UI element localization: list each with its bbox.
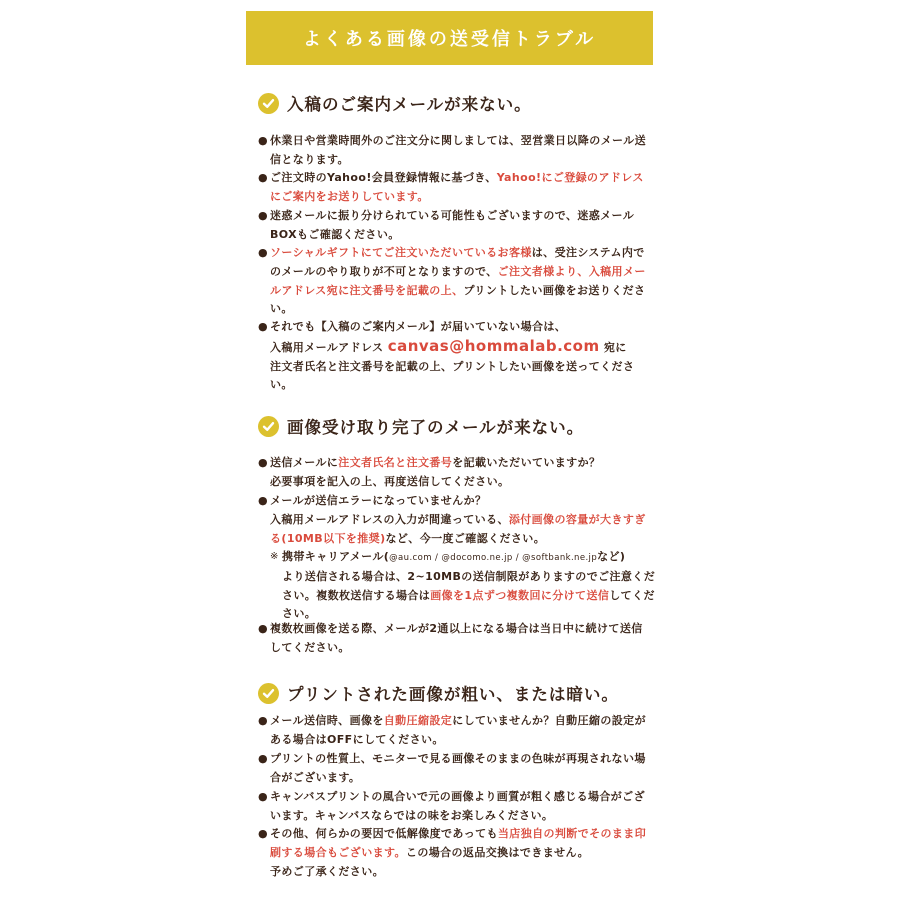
section-heading — [258, 680, 658, 706]
check-circle-icon — [258, 683, 279, 704]
list-item: ● 送信メールに注文者氏名と注文番号を記載いただいていますか？ 必要事項を記入の上、再度送信してください。 — [258, 456, 601, 488]
section-heading — [258, 90, 658, 116]
list-item: ● メールが送信エラーになっていませんか？ 入稿用メールアドレスの入力が間違っている、添付画像の容量が大きすぎる(10MB以下を推奨)など、今一度ご確認ください。 — [258, 494, 646, 545]
submission-email[interactable]: canvas@hommalab.com — [387, 336, 600, 355]
list-item: ● キャンバスプリントの風合いで元の画像より画質が粗く感じる場合がございます。キャンバスならではの味をお楽しみください。 — [258, 790, 645, 822]
check-circle-icon — [258, 416, 279, 437]
list-item: ● 複数枚画像を送る際、メールが2通以上になる場合は当日中に続けて送信してください。 — [258, 622, 643, 654]
section-title: 入稿のご案内メールが来ない。 — [287, 95, 532, 114]
section-receipt-mail — [258, 413, 658, 654]
list-item: ● 迷惑メールに振り分けられている可能性もございますので、迷惑メールBOXもご確認ください。 — [258, 209, 635, 241]
section-title: プリントされた画像が粗い、または暗い。 — [287, 685, 619, 704]
section-heading — [258, 413, 658, 439]
note-item: ※ 携帯キャリアメール(@au.com / @docomo.ne.jp / @softbank.ne.jpなど) より送信される場合は、2~10MBの送信制限がありますのでご注意ください。複数枚送信する場合は画像を1点ずつ複数回に分けて送信してください。 — [270, 550, 656, 621]
section-print-quality — [258, 680, 658, 878]
banner-title: よくある画像の送受信トラブル — [302, 29, 597, 50]
page-banner — [246, 11, 653, 65]
list-item: ● 休業日や営業時間外のご注文分に関しましては、翌営業日以降のメール送信となります。 — [258, 134, 646, 166]
list-item: ● その他、何らかの要因で低解像度であっても当店独自の判断でそのまま印刷する場合もございます。この場合の返品交換はできません。 予めご了承ください。 — [258, 827, 647, 878]
section-email-guide — [258, 90, 658, 392]
list-item: ● ソーシャルギフトにてご注文いただいているお客様は、受注システム内でのメールのやり取りが不可となりますので、ご注文者様より、入稿用メールアドレス宛に注文番号を記載の上、プリントしたい画像をお送りください。 — [258, 246, 646, 316]
section-title: 画像受け取り完了のメールが来ない。 — [287, 418, 585, 437]
list-item: ● それでも【入稿のご案内メール】が届いていない場合は、 入稿用メールアドレス canvas@hommalab.com 宛に 注文者氏名と注文番号を記載の上、プリントしたい画像を送ってください。 — [258, 320, 635, 392]
list-item: ● ご注文時のYahoo!会員登録情報に基づき、Yahoo!にご登録のアドレスにご案内をお送りしています。 — [258, 171, 644, 203]
list-item: ● プリントの性質上、モニターで見る画像そのままの色味が再現されない場合がございます。 — [258, 752, 646, 784]
list-item: ● メール送信時、画像を自動圧縮設定にしていませんか？自動圧縮の設定がある場合はOFFにしてください。 — [258, 714, 646, 746]
check-circle-icon — [258, 93, 279, 114]
